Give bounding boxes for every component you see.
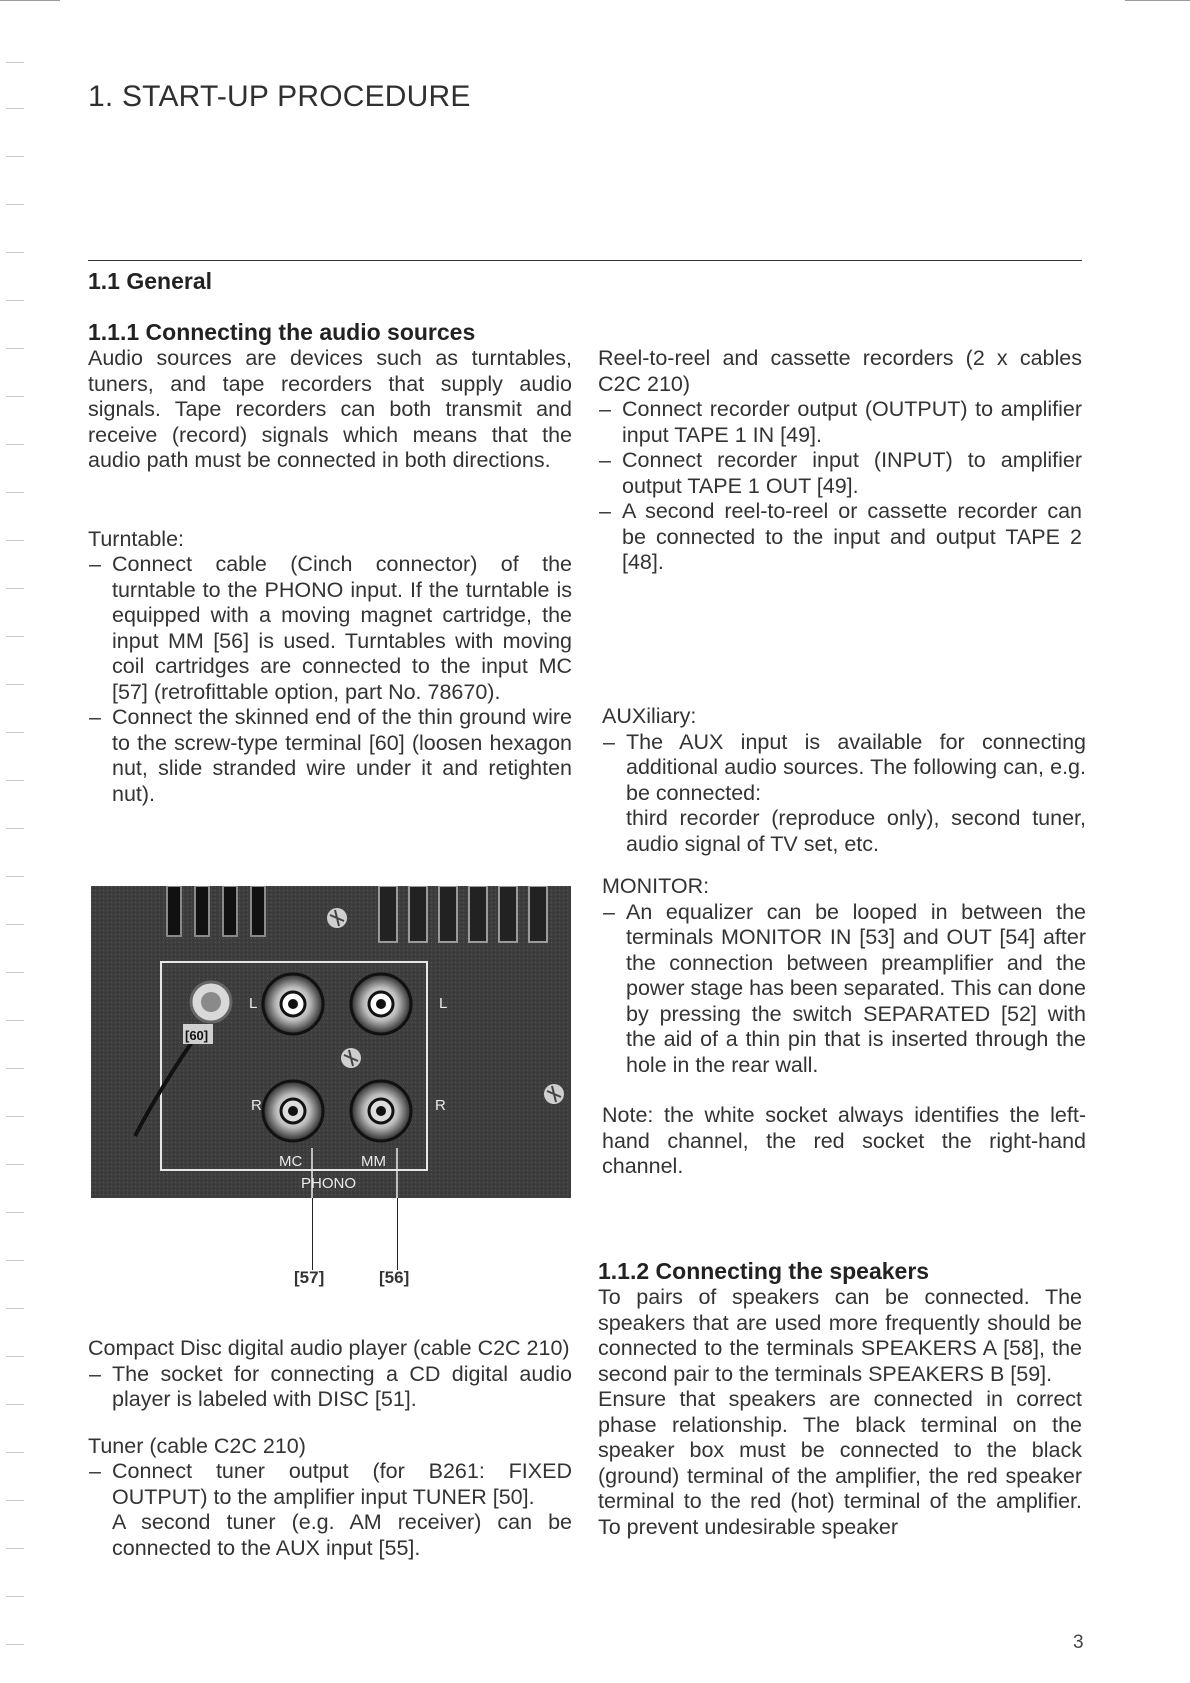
list-item: – The socket for connecting a CD digital audio player is labeled with DISC [51]. xyxy=(88,1362,572,1413)
list-item: – Connect the skinned end of the thin ground wire to the screw-type terminal [60] (loosen hexagon nut, slide stranded wire under it and retighten nut). xyxy=(88,705,572,807)
recorders-heading: Reel-to-reel and cassette recorders (2 x cables C2C 210) xyxy=(598,346,1082,396)
tuner-heading: Tuner (cable C2C 210) xyxy=(88,1433,306,1458)
callout-57: [57] xyxy=(294,1268,325,1287)
figure-label: [60] xyxy=(185,1028,209,1043)
right-column-speakers xyxy=(598,1257,1082,1540)
aux-heading: AUXiliary: xyxy=(602,704,697,728)
speakers-paragraph-1: To pairs of speakers can be connected. The speakers that are used more frequently should be connected to the terminals SPEAKERS A [58], the second pair to the terminals SPEAKERS B [59]. xyxy=(598,1285,1082,1386)
aux-continuation: third recorder (reproduce only), second tuner, audio signal of TV set, etc. xyxy=(626,806,1086,856)
left-column-top xyxy=(88,318,572,807)
section-divider xyxy=(88,260,1082,261)
recorders-list xyxy=(598,397,1082,576)
turntable-heading: Turntable: xyxy=(88,526,185,551)
note-paragraph: Note: the white socket always identifies the left-hand channel, the red socket the right-hand channel. xyxy=(602,1103,1086,1178)
section-title: 1.1 General xyxy=(88,268,213,294)
right-column-aux xyxy=(602,704,1086,1180)
screw-icon xyxy=(327,908,347,928)
monitor-list xyxy=(602,900,1086,1079)
subsection-title-speakers: 1.1.2 Connecting the speakers xyxy=(598,1258,930,1284)
figure-label: R xyxy=(251,1097,262,1114)
tuner-continuation: A second tuner (e.g. AM receiver) can be connected to the AUX input [55]. xyxy=(112,1510,572,1560)
left-column-bottom xyxy=(88,1336,572,1561)
cd-list xyxy=(88,1362,572,1413)
scan-edge-line xyxy=(1125,0,1190,1)
phono-panel-illustration xyxy=(91,886,571,1198)
list-item: – Connect tuner output (for B261: FIXED OUTPUT) to the amplifier input TUNER [50]. xyxy=(88,1459,572,1510)
list-item: – Connect cable (Cinch connector) of the turntable to the PHONO input. If the turntable is equipped with a moving magnet cartridge, the input MM [56] is used. Turntables with moving coil cartridges are connected to the input MC [57] (retrofittable option, part No. 78670). xyxy=(88,552,572,705)
callout-line xyxy=(397,1198,398,1270)
figure-label: R xyxy=(435,1097,446,1114)
intro-paragraph: Audio sources are devices such as turntables, tuners, and tape recorders that supply audio signals. Tape recorders can both transmit and receive (record) signals which means that the audio path must be connected in both directions. xyxy=(88,346,572,472)
turntable-list xyxy=(88,552,572,807)
monitor-heading: MONITOR: xyxy=(602,874,710,898)
list-item: – An equalizer can be looped in between the terminals MONITOR IN [53] and OUT [54] after the connection between preamplifier and the power stage has been separated. This can done by pressing the switch SEPARATED [52] with the aid of a thin pin that is inserted through the hole in the rear wall. xyxy=(602,900,1086,1079)
scan-edge-line xyxy=(0,0,60,1)
right-column-recorders xyxy=(598,346,1082,576)
figure-label: L xyxy=(249,995,258,1012)
page-title: 1. START-UP PROCEDURE xyxy=(88,80,471,113)
tuner-list xyxy=(88,1459,572,1510)
phono-connector-photo xyxy=(91,886,571,1198)
cd-heading: Compact Disc digital audio player (cable C2C 210) xyxy=(88,1336,570,1360)
screw-icon xyxy=(341,1048,361,1068)
list-item: – The AUX input is available for connecting additional audio sources. The following can, e.g. be connected: xyxy=(602,730,1086,807)
list-item: – A second reel-to-reel or cassette recorder can be connected to the input and output TAPE 2 [48]. xyxy=(598,499,1082,576)
figure-label: MM xyxy=(361,1153,386,1170)
list-item: – Connect recorder output (OUTPUT) to amplifier input TAPE 1 IN [49]. xyxy=(598,397,1082,448)
aux-list xyxy=(602,730,1086,807)
speakers-paragraph-2: Ensure that speakers are connected in correct phase relationship. The black terminal on the speaker box must be connected to the black (ground) terminal of the amplifier, the red speaker terminal to the red (hot) terminal of the amplifier. To prevent undesirable speaker xyxy=(598,1387,1082,1539)
list-item: – Connect recorder input (INPUT) to amplifier output TAPE 1 OUT [49]. xyxy=(598,448,1082,499)
figure-label: L xyxy=(439,995,448,1012)
screw-icon xyxy=(544,1084,564,1104)
page-number: 3 xyxy=(1073,1632,1084,1653)
callout-line xyxy=(312,1198,313,1270)
figure-label: PHONO xyxy=(301,1175,357,1192)
subsection-title-audio-sources: 1.1.1 Connecting the audio sources xyxy=(88,319,476,345)
callout-56: [56] xyxy=(379,1268,410,1287)
figure-label: MC xyxy=(279,1153,303,1170)
